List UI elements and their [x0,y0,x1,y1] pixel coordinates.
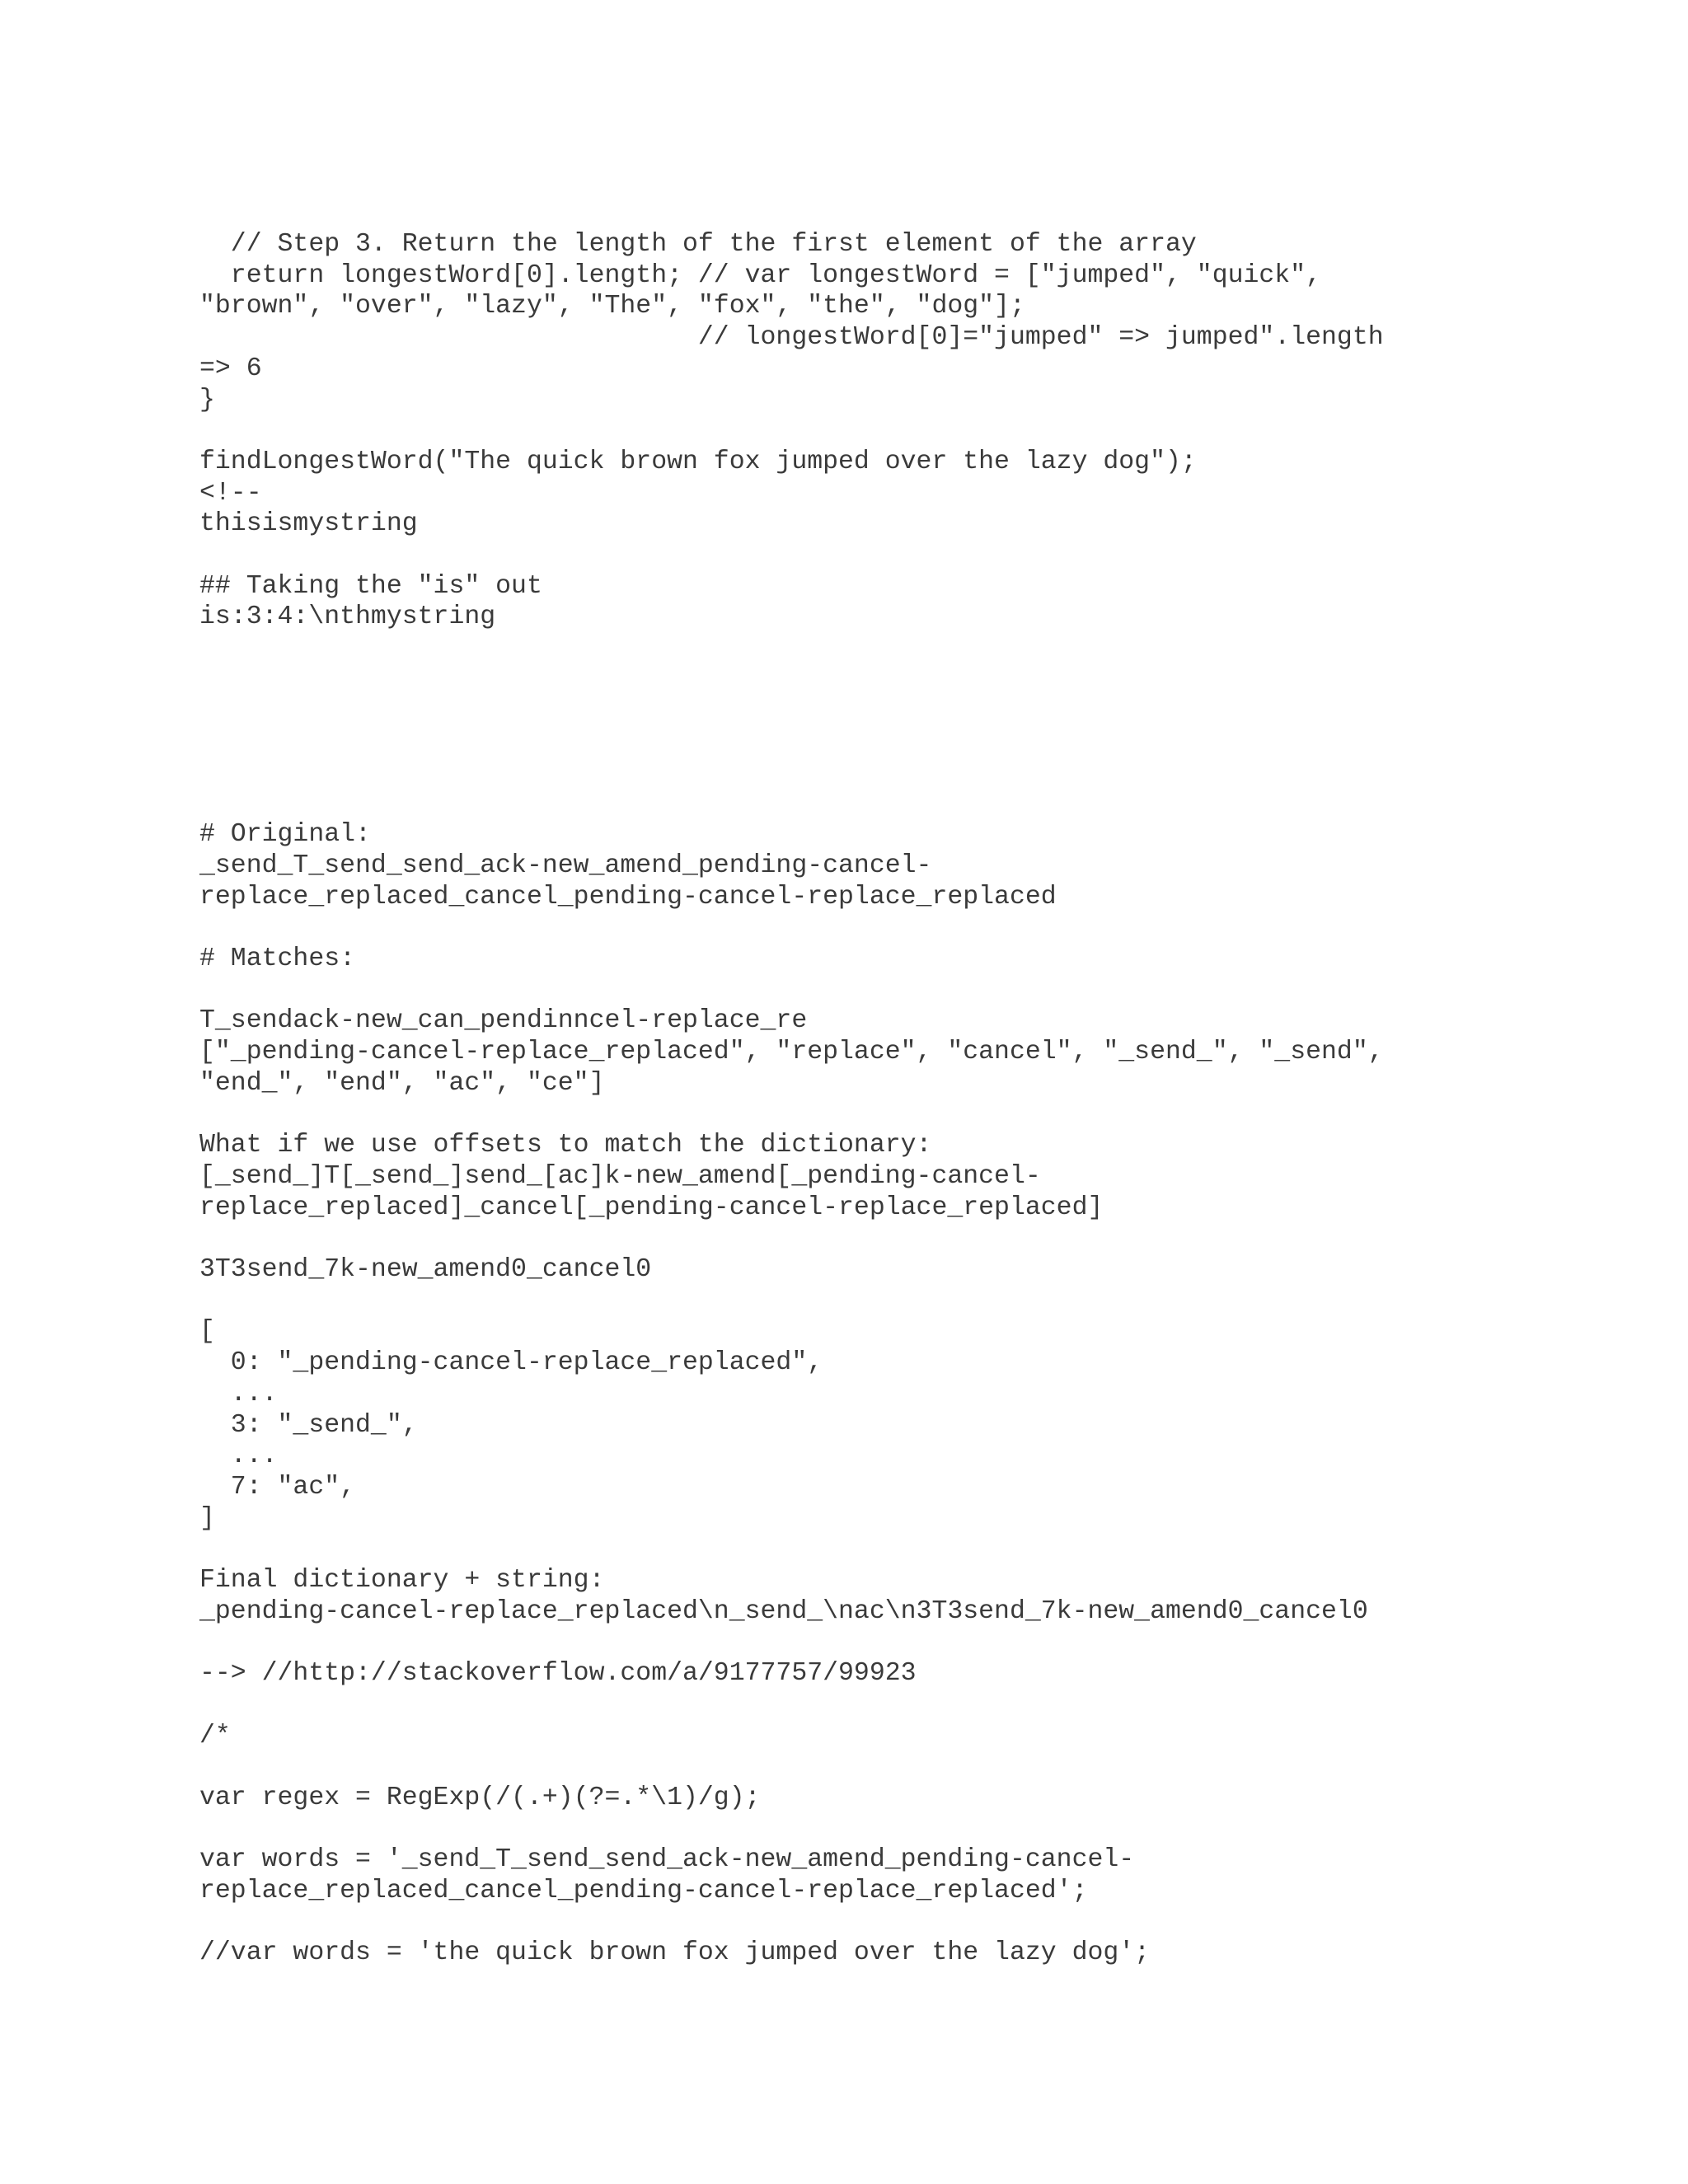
code-line: ... [199,1379,278,1408]
code-line: var regex = RegExp(/(.+)(?=.*\1)/g); [199,1783,761,1812]
code-line [199,1286,1485,1317]
code-line: 0: "_pending-cancel-replace_replaced", [199,1348,823,1378]
code-line: replace_replaced_cancel_pending-cancel-replace_replaced [199,882,1057,912]
code-line [199,664,1485,696]
code-line [199,540,1485,571]
code-line: => 6 [199,354,262,383]
code-line: replace_replaced_cancel_pending-cancel-replace_replaced'; [199,1876,1088,1905]
code-line [199,789,1485,820]
code-line: _pending-cancel-replace_replaced\n_send_\nac\n3T3send_7k-new_amend0_cancel0 [199,1596,1368,1626]
code-line: Final dictionary + string: [199,1566,605,1596]
code-line: # Matches: [199,944,356,974]
code-line: ## Taking the "is" out [199,571,542,601]
code-line: T_sendack-new_can_pendinncel-replace_re [199,1006,808,1036]
code-line: 3: "_send_", [199,1410,418,1440]
code-line: --> //http://stackoverflow.com/a/9177757/99923 [199,1659,917,1689]
code-line: // longestWord[0]="jumped" => jumped".length [199,323,1384,353]
code-line [199,695,1485,726]
code-line: 3T3send_7k-new_amend0_cancel0 [199,1255,652,1285]
code-line: 7: "ac", [199,1472,356,1502]
code-line [199,1690,1485,1721]
code-line: "brown", "over", "lazy", "The", "fox", "the", "dog"]; [199,292,1025,321]
code-line: ... [199,1441,278,1471]
code-line [199,726,1485,757]
code-line: # Original: [199,820,371,850]
code-line: ["_pending-cancel-replace_replaced", "replace", "cancel", "_send_", "_send", [199,1038,1384,1067]
code-line [199,1534,1485,1565]
code-line: return longestWord[0].length; // var longestWord = ["jumped", "quick", [199,260,1322,290]
code-line: is:3:4:\nthmystring [199,602,496,632]
code-line [199,757,1485,789]
code-line [199,912,1485,944]
code-line: thisismystring [199,509,418,539]
code-line [199,1223,1485,1254]
code-line [199,1814,1485,1845]
code-line: } [199,385,215,415]
code-line: var words = '_send_T_send_send_ack-new_amend_pending-cancel- [199,1845,1135,1875]
code-line: ] [199,1503,215,1533]
code-line: "end_", "end", "ac", "ce"] [199,1068,605,1098]
code-line: // Step 3. Return the length of the first element of the array [199,230,1197,259]
code-line: [_send_]T[_send_]send_[ac]k-new_amend[_pending-cancel- [199,1161,1041,1191]
code-line: <!-- [199,478,262,508]
code-line [199,1907,1485,1938]
code-line: findLongestWord("The quick brown fox jumped over the lazy dog"); [199,447,1197,476]
code-line [199,1627,1485,1658]
code-line: replace_replaced]_cancel[_pending-cancel-replace_replaced] [199,1193,1104,1222]
code-line [199,975,1485,1006]
code-line: //var words = 'the quick brown fox jumped over the lazy dog'; [199,1938,1151,1968]
code-line: _send_T_send_send_ack-new_amend_pending-cancel- [199,851,932,880]
code-text-block [199,229,1485,1969]
code-line [199,415,1485,447]
code-line: [ [199,1317,215,1347]
code-line: /* [199,1721,231,1750]
code-line [199,1099,1485,1131]
code-line [199,633,1485,664]
code-line: What if we use offsets to match the dictionary: [199,1131,932,1160]
code-line [199,1751,1485,1783]
